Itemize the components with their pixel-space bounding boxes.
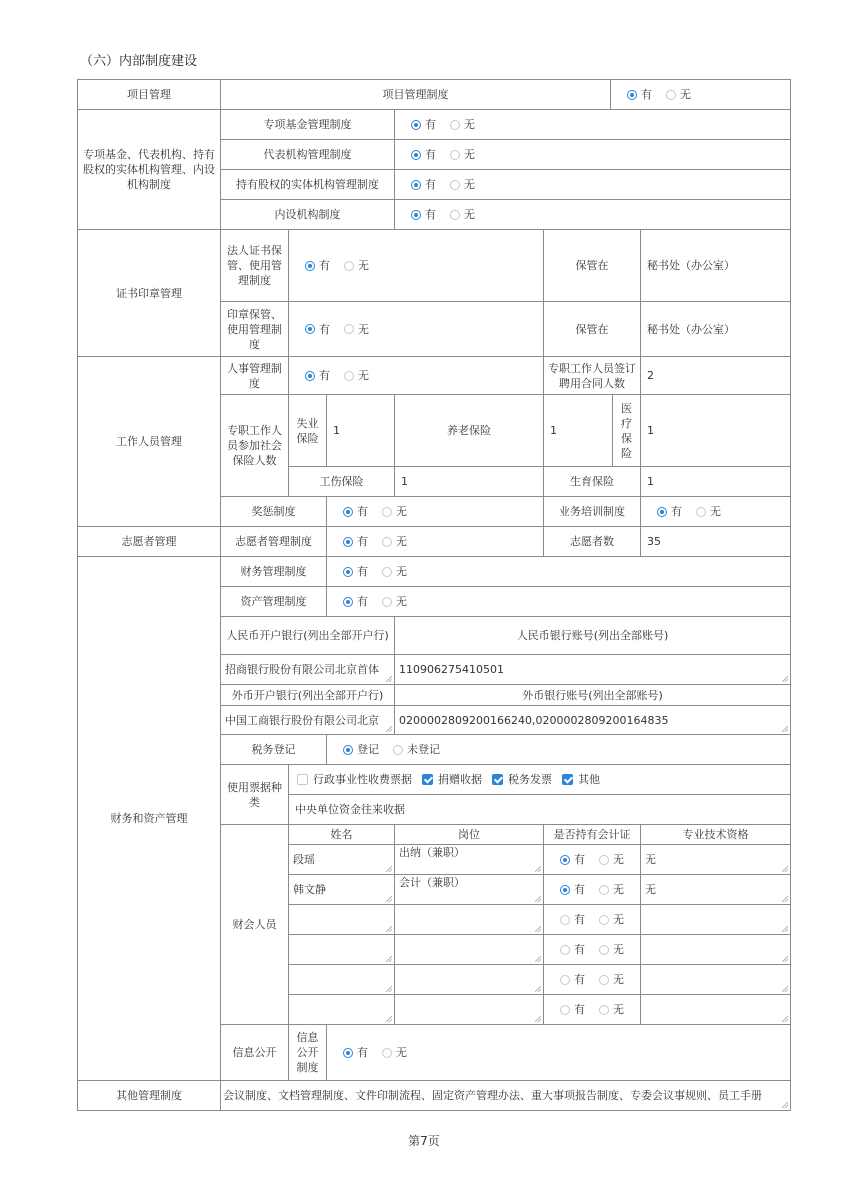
radio-circle-icon — [450, 150, 460, 160]
radio-circle-icon — [599, 975, 609, 985]
bill-type-checkboxes — [288, 764, 791, 795]
radio-circle-icon — [344, 371, 354, 381]
rmb-account-value[interactable]: 110906275410501 — [394, 654, 791, 685]
radio-label: 有 — [574, 973, 585, 986]
label-fund-item: 内设机构制度 — [220, 199, 395, 230]
label-other-systems: 其他管理制度 — [77, 1080, 221, 1111]
finance-system-choice — [326, 556, 791, 587]
radio-label: 无 — [464, 148, 475, 161]
training-system-choice — [640, 496, 791, 527]
fund-0-radio-second[interactable] — [450, 117, 475, 132]
label-certificate-management: 证书印章管理 — [77, 229, 221, 357]
label-contract-count: 专职工作人员签订聘用合同人数 — [543, 356, 641, 395]
accountant-column-header: 岗位 — [394, 824, 544, 845]
asset-system-choice — [326, 586, 791, 617]
tax-registration-choice — [326, 734, 791, 765]
radio-label: 无 — [613, 943, 624, 956]
radio-circle-icon — [382, 537, 392, 547]
label-reward-system: 奖惩制度 — [220, 496, 327, 527]
accountant-column-header: 姓名 — [288, 824, 395, 845]
training-radio-group — [657, 504, 729, 519]
bill-type-checkbox-0[interactable] — [297, 772, 412, 787]
maternity-value: 1 — [640, 466, 791, 497]
fund-1-radio-group — [411, 147, 483, 162]
accountant-post-field[interactable]: 会计（兼职） — [394, 874, 544, 905]
checkbox-icon — [422, 774, 433, 785]
acct-5-radio-first[interactable] — [560, 1002, 585, 1017]
radio-label: 无 — [358, 322, 369, 336]
hr-radio-first[interactable] — [305, 368, 330, 383]
radio-label: 有 — [425, 208, 436, 221]
accountant-certificate-choice — [543, 994, 641, 1025]
contract-count-value: 2 — [640, 356, 791, 395]
label-hr-system: 人事管理制度 — [220, 356, 289, 395]
tax-radio-first[interactable] — [343, 742, 379, 757]
acct-1-radio-first[interactable] — [560, 882, 585, 897]
radio-label: 无 — [680, 88, 691, 101]
accountant-certificate-choice — [543, 934, 641, 965]
radio-circle-icon — [599, 945, 609, 955]
radio-label: 无 — [358, 369, 369, 382]
fund-item-choice — [394, 109, 791, 140]
reward-radio-group — [343, 504, 415, 519]
fund-0-radio-group — [411, 117, 483, 132]
fund-item-choice — [394, 169, 791, 200]
accountant-qualification-field[interactable] — [640, 904, 791, 935]
accountant-name-field[interactable]: 韩文静 — [288, 874, 395, 905]
fx-account-value[interactable]: 0200002809200166240,0200002809200164835 — [394, 705, 791, 735]
label-volunteer-count: 志愿者数 — [543, 526, 641, 557]
fund-0-radio-first[interactable] — [411, 117, 436, 132]
radio-circle-icon — [344, 261, 354, 271]
radio-label: 有 — [671, 505, 682, 518]
fund-3-radio-second[interactable] — [450, 207, 475, 222]
reward-radio-first[interactable] — [343, 504, 368, 519]
other-systems-value[interactable]: 会议制度、文档管理制度、文件印制流程、固定资产管理办法、重大事项报告制度、专委会议事规则、员工手册 — [220, 1080, 791, 1111]
checkbox-label: 其他 — [578, 773, 600, 786]
label-volunteer-system: 志愿者管理制度 — [220, 526, 327, 557]
hr-system-choice — [288, 356, 544, 395]
label-info-disclosure-system: 信息公开制度 — [288, 1024, 327, 1081]
fund-1-radio-first[interactable] — [411, 147, 436, 162]
project-system-choice — [610, 79, 791, 110]
radio-label: 有 — [357, 565, 368, 578]
radio-circle-icon — [343, 745, 353, 755]
radio-circle-icon — [411, 210, 421, 220]
label-finance-asset: 财务和资产管理 — [77, 556, 221, 1081]
label-finance-system: 财务管理制度 — [220, 556, 327, 587]
bill-type-checkbox-2[interactable] — [492, 772, 552, 787]
bill-type-checkbox-1[interactable] — [422, 772, 482, 787]
radio-circle-icon — [450, 120, 460, 130]
unemployment-value: 1 — [326, 394, 395, 467]
acct-0-radio-group — [560, 852, 632, 867]
checkbox-icon — [297, 774, 308, 785]
fx-bank-value[interactable]: 中国工商银行股份有限公司北京 — [220, 705, 395, 735]
radio-circle-icon — [343, 567, 353, 577]
label-fund-item: 持有股权的实体机构管理制度 — [220, 169, 395, 200]
radio-circle-icon — [382, 1048, 392, 1058]
fund-1-radio-second[interactable] — [450, 147, 475, 162]
accountant-qualification-field[interactable]: 无 — [640, 874, 791, 905]
radio-label: 有 — [357, 1046, 368, 1059]
label-info-disclosure: 信息公开 — [220, 1024, 289, 1081]
fin-radio-first[interactable] — [343, 564, 368, 579]
fund-2-radio-second[interactable] — [450, 177, 475, 192]
info-disclosure-choice — [326, 1024, 791, 1081]
accountant-qualification-field[interactable] — [640, 934, 791, 965]
radio-circle-icon — [666, 90, 676, 100]
acct-0-radio-first[interactable] — [560, 852, 585, 867]
radio-label: 无 — [613, 913, 624, 926]
radio-label: 无 — [710, 505, 721, 518]
acct-2-radio-second[interactable] — [599, 912, 624, 927]
accountant-name-field[interactable] — [288, 904, 395, 935]
bill-type-checkbox-3[interactable] — [562, 772, 600, 787]
label-pension: 养老保险 — [394, 394, 544, 467]
radio-label: 有 — [574, 943, 585, 956]
accountant-name-field[interactable]: 段瑶 — [288, 844, 395, 875]
radio-label: 有 — [425, 118, 436, 131]
info-radio-first[interactable] — [343, 1045, 368, 1060]
acct-4-radio-second[interactable] — [599, 972, 624, 987]
radio-circle-icon — [382, 507, 392, 517]
radio-label: 有 — [357, 535, 368, 548]
radio-circle-icon — [560, 975, 570, 985]
page-number: 第7页 — [408, 1134, 440, 1148]
rmb-bank-value[interactable]: 招商银行股份有限公司北京首体 — [220, 654, 395, 685]
radio-label: 有 — [425, 178, 436, 191]
acct-1-radio-group — [560, 882, 632, 897]
label-tax-registration: 税务登记 — [220, 734, 327, 765]
radio-label: 无 — [396, 595, 407, 608]
cert-a-radio-group — [305, 258, 377, 273]
hr-radio-second[interactable] — [344, 368, 369, 383]
radio-label: 无 — [396, 505, 407, 518]
radio-circle-icon — [560, 855, 570, 865]
label-fx-bank: 外币开户银行(列出全部开户行) — [220, 684, 395, 706]
cert-a-radio-second[interactable] — [344, 258, 369, 273]
accountant-post-field[interactable] — [394, 934, 544, 965]
accountant-column-header: 是否持有会计证 — [543, 824, 641, 845]
accountant-certificate-choice — [543, 844, 641, 875]
radio-label: 登记 — [357, 743, 379, 756]
accountant-name-field[interactable] — [288, 964, 395, 995]
label-project-management: 项目管理 — [77, 79, 221, 110]
reward-system-choice — [326, 496, 544, 527]
hr-radio-group — [305, 368, 377, 383]
radio-circle-icon — [560, 945, 570, 955]
label-unemployment: 失业保险 — [288, 394, 327, 467]
radio-circle-icon — [343, 537, 353, 547]
tax-radio-group — [343, 742, 448, 757]
radio-circle-icon — [305, 324, 315, 334]
radio-circle-icon — [560, 915, 570, 925]
radio-label: 有 — [425, 148, 436, 161]
label-seal-keeping: 印章保管、使用管理制度 — [220, 301, 289, 357]
checkbox-icon — [562, 774, 573, 785]
fund-item-choice — [394, 199, 791, 230]
acct-3-radio-group — [560, 942, 632, 957]
radio-label: 无 — [613, 883, 624, 896]
acct-2-radio-first[interactable] — [560, 912, 585, 927]
radio-label: 未登记 — [407, 743, 440, 756]
label-asset-system: 资产管理制度 — [220, 586, 327, 617]
radio-circle-icon — [560, 1005, 570, 1015]
fund-item-choice — [394, 139, 791, 170]
acct-3-radio-first[interactable] — [560, 942, 585, 957]
accountant-qualification-field[interactable]: 无 — [640, 844, 791, 875]
bill-other-value: 中央单位资金往来收据 — [288, 794, 791, 825]
project-radio-first[interactable] — [627, 87, 652, 102]
radio-label: 有 — [319, 259, 330, 272]
label-project-system: 项目管理制度 — [220, 79, 611, 110]
radio-circle-icon — [411, 150, 421, 160]
label-insurance-count: 专职工作人员参加社会保险人数 — [220, 394, 289, 497]
cert-b-radio-group — [305, 322, 377, 337]
acct-4-radio-group — [560, 972, 632, 987]
acct-2-radio-group — [560, 912, 632, 927]
section-title: （六）内部制度建设 — [80, 54, 198, 69]
label-kept-at: 保管在 — [543, 301, 641, 357]
training-radio-second[interactable] — [696, 504, 721, 519]
label-cert-keeping: 法人证书保管、使用管理制度 — [220, 229, 289, 302]
accountant-name-field[interactable] — [288, 934, 395, 965]
label-maternity: 生育保险 — [543, 466, 641, 497]
radio-label: 无 — [613, 1003, 624, 1016]
radio-circle-icon — [627, 90, 637, 100]
label-fx-account: 外币银行账号(列出全部账号) — [394, 684, 791, 706]
label-volunteer-management: 志愿者管理 — [77, 526, 221, 557]
radio-label: 有 — [357, 595, 368, 608]
medical-value: 1 — [640, 394, 791, 467]
label-fund-item: 专项基金管理制度 — [220, 109, 395, 140]
vol-radio-group — [343, 534, 415, 549]
radio-circle-icon — [382, 567, 392, 577]
fin-radio-second[interactable] — [382, 564, 407, 579]
acct-3-radio-second[interactable] — [599, 942, 624, 957]
project-radio-second[interactable] — [666, 87, 691, 102]
checkbox-icon — [492, 774, 503, 785]
vol-radio-first[interactable] — [343, 534, 368, 549]
radio-circle-icon — [657, 507, 667, 517]
radio-label: 有 — [641, 88, 652, 101]
acct-0-radio-second[interactable] — [599, 852, 624, 867]
label-accountants: 财会人员 — [220, 824, 289, 1025]
acct-1-radio-second[interactable] — [599, 882, 624, 897]
reward-radio-second[interactable] — [382, 504, 407, 519]
radio-circle-icon — [343, 507, 353, 517]
radio-circle-icon — [696, 507, 706, 517]
radio-label: 无 — [613, 973, 624, 986]
label-injury: 工伤保险 — [288, 466, 395, 497]
radio-label: 无 — [396, 1046, 407, 1059]
seal-keeping-choice — [288, 301, 544, 357]
volunteer-system-choice — [326, 526, 544, 557]
radio-circle-icon — [343, 597, 353, 607]
cert-kept-at-value: 秘书处（办公室） — [640, 229, 791, 302]
training-radio-first[interactable] — [657, 504, 682, 519]
accountant-post-field[interactable]: 出纳（兼职） — [394, 844, 544, 875]
cert-b-radio-first[interactable] — [305, 322, 330, 337]
checkbox-label: 捐赠收据 — [438, 773, 482, 786]
project-radio-group — [627, 87, 699, 102]
pension-value: 1 — [543, 394, 613, 467]
radio-circle-icon — [599, 1005, 609, 1015]
fin-radio-group — [343, 564, 415, 579]
label-fund-item: 代表机构管理制度 — [220, 139, 395, 170]
radio-circle-icon — [599, 915, 609, 925]
radio-circle-icon — [393, 745, 403, 755]
radio-label: 有 — [357, 505, 368, 518]
cert-keeping-choice — [288, 229, 544, 302]
asset-radio-second[interactable] — [382, 594, 407, 609]
accountant-qualification-field[interactable] — [640, 994, 791, 1025]
radio-circle-icon — [305, 371, 315, 381]
radio-circle-icon — [450, 210, 460, 220]
radio-label: 无 — [358, 259, 369, 272]
radio-circle-icon — [343, 1048, 353, 1058]
accountant-name-field[interactable] — [288, 994, 395, 1025]
radio-circle-icon — [411, 180, 421, 190]
radio-circle-icon — [344, 324, 354, 334]
radio-label: 无 — [613, 853, 624, 866]
radio-label: 有 — [574, 883, 585, 896]
radio-circle-icon — [599, 855, 609, 865]
label-kept-at: 保管在 — [543, 229, 641, 302]
radio-label: 无 — [464, 208, 475, 221]
accountant-qualification-field[interactable] — [640, 964, 791, 995]
radio-label: 有 — [574, 1003, 585, 1016]
radio-label: 无 — [396, 535, 407, 548]
fund-2-radio-first[interactable] — [411, 177, 436, 192]
label-medical: 医疗保险 — [612, 394, 641, 467]
seal-kept-at-value: 秘书处（办公室） — [640, 301, 791, 357]
asset-radio-first[interactable] — [343, 594, 368, 609]
label-rmb-account: 人民币银行账号(列出全部账号) — [394, 616, 791, 655]
accountant-certificate-choice — [543, 964, 641, 995]
cert-a-radio-first[interactable] — [305, 258, 330, 273]
tax-radio-second[interactable] — [393, 742, 440, 757]
volunteer-count-value: 35 — [640, 526, 791, 557]
radio-circle-icon — [450, 180, 460, 190]
info-radio-second[interactable] — [382, 1045, 407, 1060]
cert-b-radio-second[interactable] — [344, 322, 369, 337]
info-radio-group — [343, 1045, 415, 1060]
accountant-certificate-choice — [543, 874, 641, 905]
form-table — [77, 78, 791, 1110]
accountant-column-header: 专业技术资格 — [640, 824, 791, 845]
label-special-funds: 专项基金、代表机构、持有股权的实体机构管理、内设机构制度 — [77, 109, 221, 230]
radio-circle-icon — [560, 885, 570, 895]
vol-radio-second[interactable] — [382, 534, 407, 549]
radio-label: 有 — [319, 322, 330, 336]
fund-2-radio-group — [411, 177, 483, 192]
fund-3-radio-first[interactable] — [411, 207, 436, 222]
checkbox-label: 税务发票 — [508, 773, 552, 786]
checkbox-label: 行政事业性收费票据 — [313, 773, 412, 786]
radio-label: 无 — [464, 118, 475, 131]
radio-circle-icon — [382, 597, 392, 607]
label-staff-management: 工作人员管理 — [77, 356, 221, 527]
label-training-system: 业务培训制度 — [543, 496, 641, 527]
radio-label: 有 — [319, 369, 330, 382]
injury-value: 1 — [394, 466, 544, 497]
radio-label: 有 — [574, 853, 585, 866]
radio-label: 有 — [574, 913, 585, 926]
asset-radio-group — [343, 594, 415, 609]
accountant-post-field[interactable] — [394, 964, 544, 995]
radio-label: 无 — [464, 178, 475, 191]
accountant-post-field[interactable] — [394, 904, 544, 935]
accountant-post-field[interactable] — [394, 994, 544, 1025]
radio-circle-icon — [305, 261, 315, 271]
radio-circle-icon — [599, 885, 609, 895]
accountant-certificate-choice — [543, 904, 641, 935]
acct-5-radio-second[interactable] — [599, 1002, 624, 1017]
label-rmb-bank: 人民币开户银行(列出全部开户行) — [220, 616, 395, 655]
radio-label: 无 — [396, 565, 407, 578]
acct-5-radio-group — [560, 1002, 632, 1017]
label-bill-types: 使用票据种类 — [220, 764, 289, 825]
acct-4-radio-first[interactable] — [560, 972, 585, 987]
fund-3-radio-group — [411, 207, 483, 222]
radio-circle-icon — [411, 120, 421, 130]
